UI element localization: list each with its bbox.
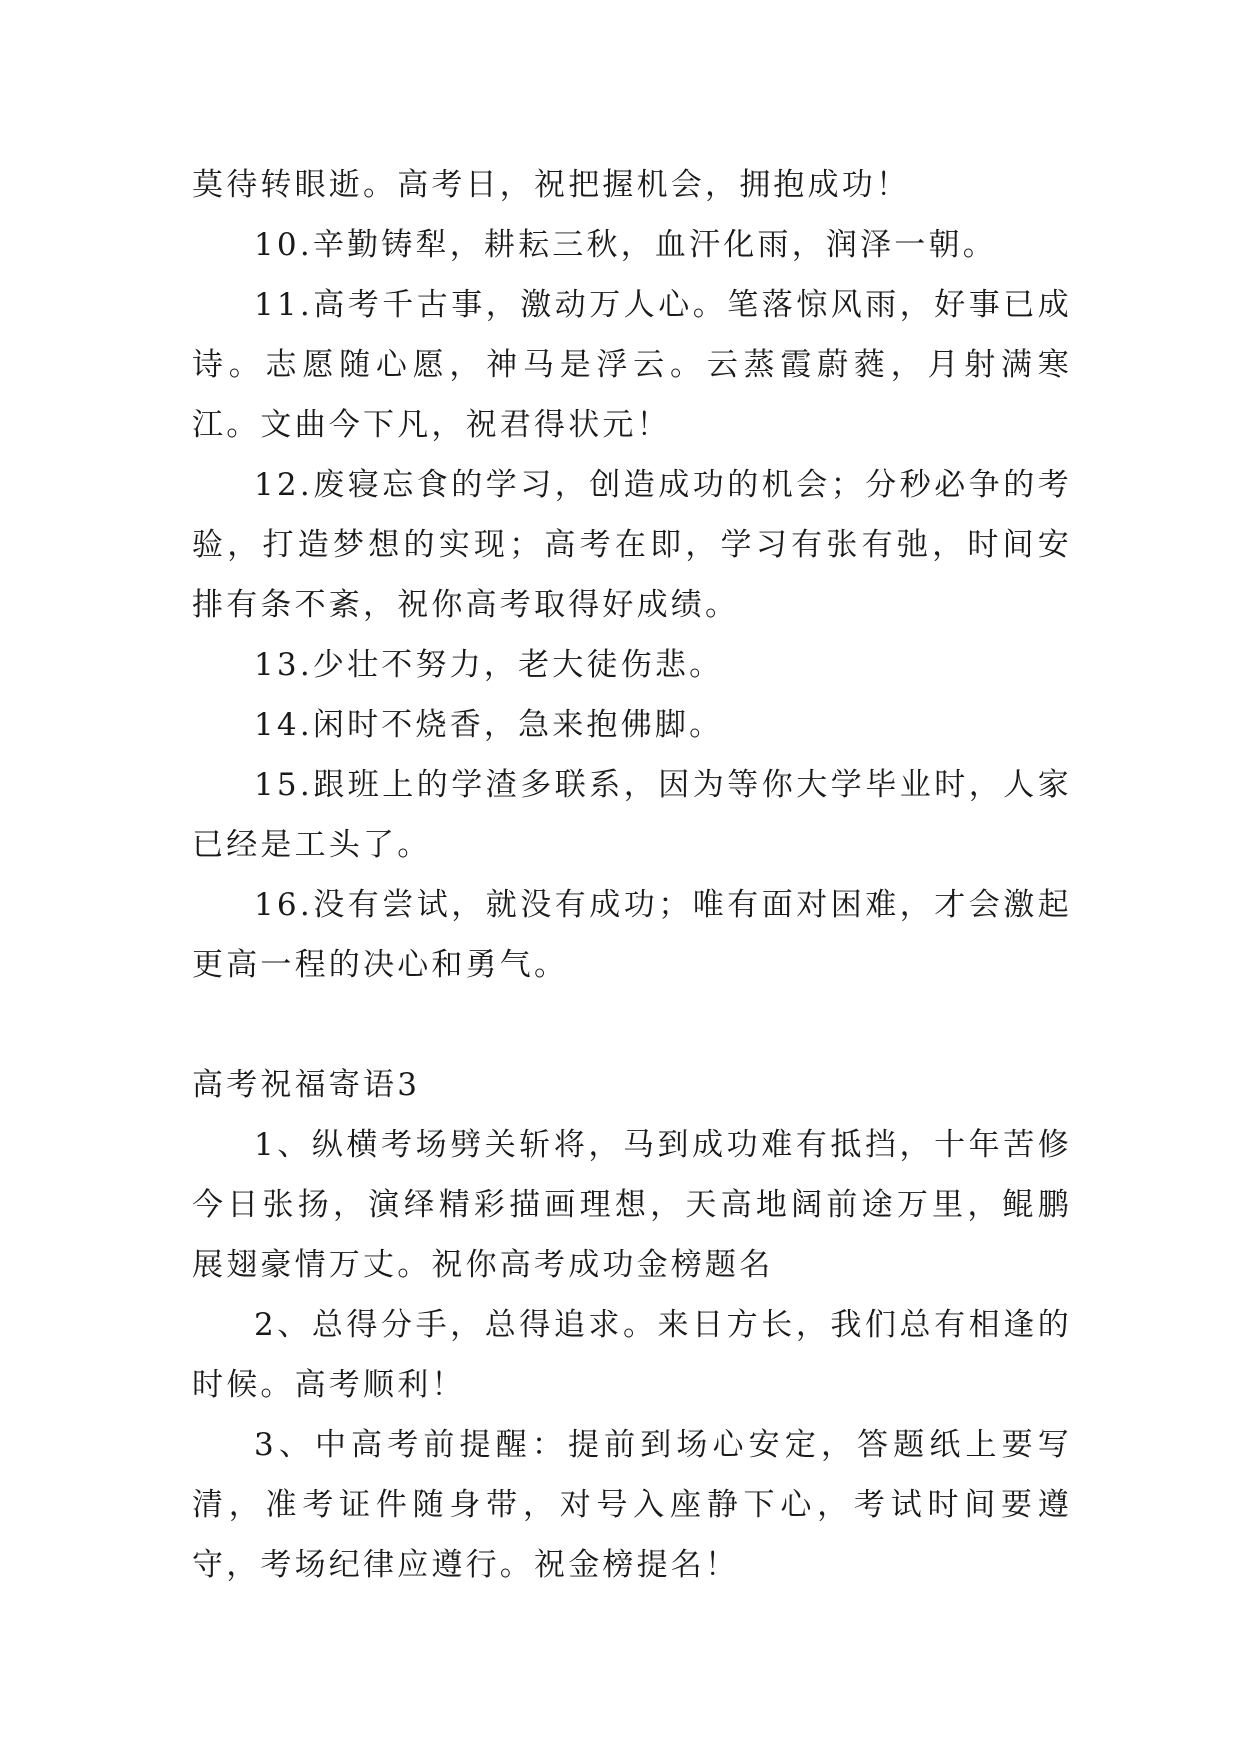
section-heading: 高考祝福寄语3 [192,1067,421,1103]
paragraph-item-12: 12.废寝忘食的学习，创造成功的机会；分秒必争的考验，打造梦想的实现；高考在即，学习有张有弛，时间安排有条不紊，祝你高考取得好成绩。 [192,467,1072,623]
paragraph-item-2: 2、总得分手，总得追求。来日方长，我们总有相逢的时候。高考顺利！ [192,1307,1072,1403]
paragraph-item-13: 13.少壮不努力，老大徒伤悲。 [254,647,724,683]
paragraph-item-14: 14.闲时不烧香，急来抱佛脚。 [254,707,724,743]
paragraph-item-11: 11.高考千古事，激动万人心。笔落惊风雨，好事已成诗。志愿随心愿，神马是浮云。云蒸霞蔚蕤，月射满寒江。文曲今下凡，祝君得状元！ [192,287,1072,443]
paragraph-item-10: 10.辛勤铸犁，耕耘三秋，血汗化雨，润泽一朝。 [254,227,997,263]
paragraph-item-15: 15.跟班上的学渣多联系，因为等你大学毕业时，人家已经是工头了。 [192,767,1072,863]
document-body [192,155,1072,1595]
paragraph-item-16: 16.没有尝试，就没有成功；唯有面对困难，才会激起更高一程的决心和勇气。 [192,887,1072,983]
paragraph-item-3: 3、中高考前提醒：提前到场心安定，答题纸上要写清，准考证件随身带，对号入座静下心，考试时间要遵守，考场纪律应遵行。祝金榜提名！ [192,1427,1072,1583]
paragraph-continuation: 莫待转眼逝。高考日，祝把握机会，拥抱成功！ [192,167,911,203]
paragraph-item-1: 1、纵横考场劈关斩将，马到成功难有抵挡，十年苦修今日张扬，演绎精彩描画理想，天高地阔前途万里，鲲鹏展翅豪情万丈。祝你高考成功金榜题名 [192,1127,1072,1283]
